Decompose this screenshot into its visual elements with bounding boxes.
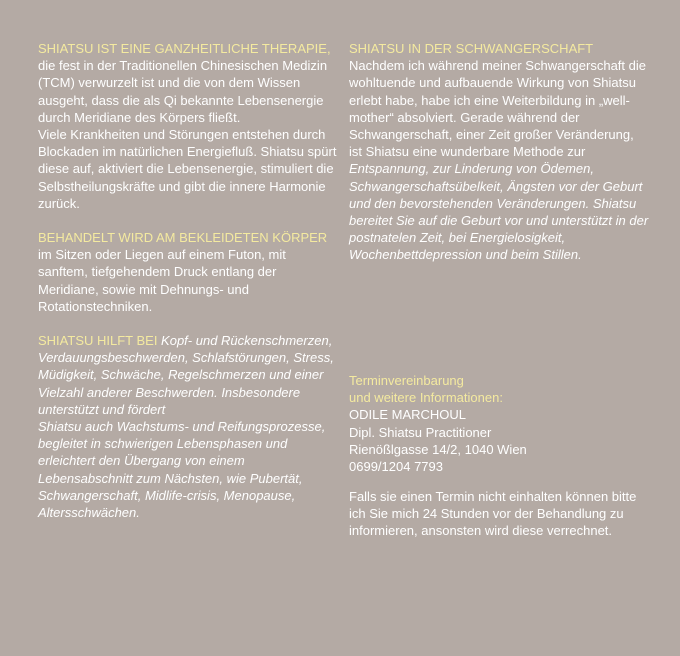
contact-label-2: und weitere Informationen: (349, 390, 503, 406)
contact-title: Dipl. Shiatsu Practitioner (349, 424, 492, 440)
cancellation-notice (349, 488, 649, 540)
growth-processes-paragraph: Shiatsu auch Wachstums- und Reifungsprozesse, begleitet in schwierigen Lebensphasen und erleichtert den Übergang von einem Lebensabschnitt zum Nächsten, wie Pubertät, Schwangerschaft, Midlife-crisis, Menopause, Altersschwächen. (38, 419, 326, 521)
contact-phone: 0699/1204 7793 (349, 459, 443, 475)
pregnancy-text: Nachdem ich während meiner Schwangerschaft die wohltuende und aufbauende Wirkung von Shiatsu erlebt habe, habe ich eine Weiterbildung in „well-mother“ absolviert. Gerade während der Schwangerschaft, einer Zeit großer Veränderung, ist Shiatsu eine wunderbare Methode zur (349, 58, 646, 160)
clothed-treatment-heading: BEHANDELT WIRD AM BEKLEIDETEN KÖRPER (38, 230, 328, 246)
holistic-therapy-paragraph (38, 40, 338, 126)
helps-with-heading: SHIATSU HILFT BEI (38, 333, 158, 349)
pregnancy-heading: SHIATSU IN DER SCHWANGERSCHAFT (349, 41, 594, 56)
helps-with-text: Kopf- und Rückenschmerzen, Verdauungsbeschwerden, Schlafstörungen, Stress, Müdigkeit, Schwäche, Regelschmerzen und einer Vielzahl anderer Beschwerden. Insbesondere unterstützt und fördert (38, 333, 334, 417)
clothed-treatment-section (38, 229, 338, 315)
contact-section (349, 372, 649, 475)
holistic-therapy-text: die fest in der Traditionellen Chinesischen Medizin (TCM) verwurzelt ist und die von dem Wissen ausgeht, dass die als Qi bekannte Lebensenergie durch Meridiane des Körpers fließt. (38, 58, 328, 125)
pregnancy-paragraph (349, 57, 649, 263)
clothed-treatment-paragraph (38, 229, 338, 315)
contact-label-1: Terminvereinbarung (349, 373, 464, 388)
energy-blockade-paragraph: Viele Krankheiten und Störungen entstehen durch Blockaden im natürlichen Energiefluß. Shiatsu spürt diese auf, aktiviert die Lebensenergie, stimuliert die Selbstheilungskräfte und gibt die innere Harmonie zurück. (38, 127, 337, 211)
helps-with-section (38, 332, 338, 521)
contact-name: ODILE MARCHOUL (349, 407, 467, 423)
helps-with-paragraph (38, 332, 338, 418)
cancellation-notice-text: Falls sie einen Termin nicht einhalten können bitte ich Sie mich 24 Stunden vor der Behandlung zu informieren, ansonsten wird diese verrechnet. (349, 489, 637, 539)
holistic-therapy-section (38, 40, 338, 212)
pregnancy-section (349, 40, 649, 264)
right-column (349, 40, 649, 281)
pregnancy-italic-text: Entspannung, zur Linderung von Ödemen, Schwangerschaftsübelkeit, Ängsten vor der Geburt und den bevorstehenden Veränderungen. Shiatsu bereitet Sie auf die Geburt vor und unterstützt in der postnatelen Zeit, bei Energielosigkeit, Wochenbettdepression und beim Stillen. (349, 161, 649, 263)
holistic-therapy-heading: SHIATSU IST EINE GANZHEITLICHE THERAPIE, (38, 41, 331, 56)
contact-address: Rienößlgasse 14/2, 1040 Wien (349, 441, 527, 457)
left-column (38, 40, 338, 538)
clothed-treatment-text: im Sitzen oder Liegen auf einem Futon, mit sanftem, tiefgehendem Druck entlang der Meridiane, sowie mit Dehnungs- und Rotationstechniken. (38, 247, 286, 314)
